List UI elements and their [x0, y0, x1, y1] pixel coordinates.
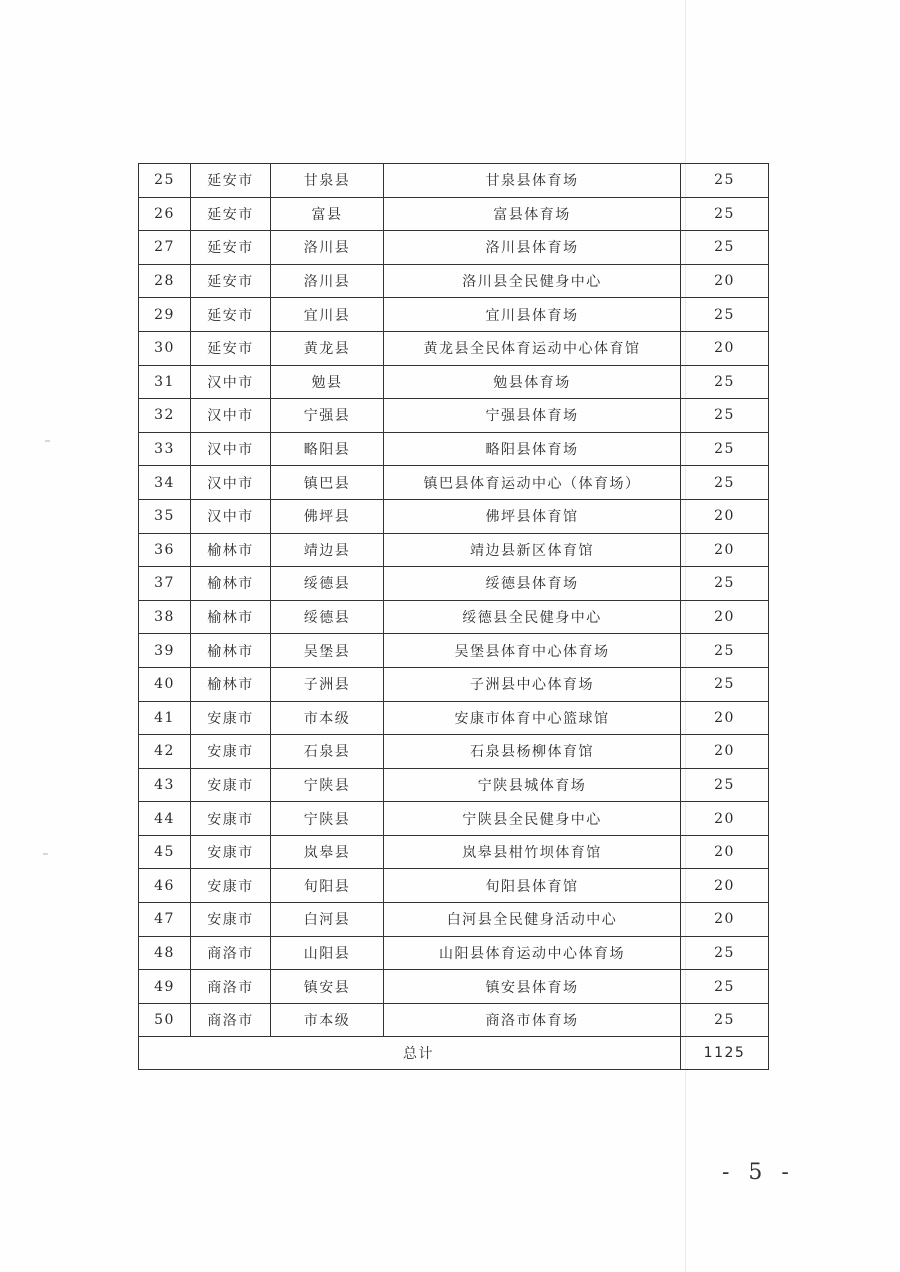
- table-row: [139, 567, 769, 601]
- cell-county: 市本级: [271, 701, 384, 735]
- cell-no: 36: [139, 533, 191, 567]
- table-row: [139, 600, 769, 634]
- cell-city: 榆林市: [191, 634, 271, 668]
- cell-seats: 20: [681, 264, 769, 298]
- cell-city: 延安市: [191, 298, 271, 332]
- cell-county: 吴堡县: [271, 634, 384, 668]
- cell-seats: 25: [681, 365, 769, 399]
- cell-city: 安康市: [191, 768, 271, 802]
- cell-no: 38: [139, 600, 191, 634]
- cell-no: 25: [139, 164, 191, 198]
- cell-seats: 20: [681, 701, 769, 735]
- cell-city: 榆林市: [191, 533, 271, 567]
- cell-city: 榆林市: [191, 600, 271, 634]
- cell-seats: 25: [681, 970, 769, 1004]
- total-label: 总计: [139, 1037, 681, 1070]
- cell-no: 49: [139, 970, 191, 1004]
- cell-city: 商洛市: [191, 936, 271, 970]
- cell-no: 48: [139, 936, 191, 970]
- table-row: [139, 466, 769, 500]
- table-row: [139, 701, 769, 735]
- table-row: [139, 298, 769, 332]
- cell-venue: 洛川县体育场: [384, 231, 681, 265]
- cell-county: 镇安县: [271, 970, 384, 1004]
- cell-county: 宁陕县: [271, 768, 384, 802]
- cell-venue: 佛坪县体育馆: [384, 499, 681, 533]
- total-value: 1125: [681, 1037, 769, 1070]
- cell-county: 市本级: [271, 1003, 384, 1037]
- cell-city: 安康市: [191, 802, 271, 836]
- cell-city: 汉中市: [191, 466, 271, 500]
- cell-county: 镇巴县: [271, 466, 384, 500]
- scan-speck: [45, 440, 50, 442]
- cell-seats: 25: [681, 634, 769, 668]
- cell-seats: 25: [681, 298, 769, 332]
- cell-no: 50: [139, 1003, 191, 1037]
- cell-no: 45: [139, 835, 191, 869]
- cell-seats: 25: [681, 197, 769, 231]
- cell-seats: 20: [681, 533, 769, 567]
- cell-seats: 25: [681, 1003, 769, 1037]
- cell-county: 宜川县: [271, 298, 384, 332]
- cell-seats: 20: [681, 903, 769, 937]
- cell-no: 32: [139, 399, 191, 433]
- cell-venue: 勉县体育场: [384, 365, 681, 399]
- scan-speck: [43, 853, 48, 855]
- cell-venue: 安康市体育中心篮球馆: [384, 701, 681, 735]
- cell-no: 27: [139, 231, 191, 265]
- cell-city: 汉中市: [191, 432, 271, 466]
- cell-city: 安康市: [191, 735, 271, 769]
- cell-city: 延安市: [191, 231, 271, 265]
- cell-seats: 25: [681, 567, 769, 601]
- cell-county: 山阳县: [271, 936, 384, 970]
- cell-venue: 旬阳县体育馆: [384, 869, 681, 903]
- cell-venue: 宜川县体育场: [384, 298, 681, 332]
- cell-venue: 洛川县全民健身中心: [384, 264, 681, 298]
- venue-table-body: [139, 164, 769, 1037]
- cell-city: 安康市: [191, 701, 271, 735]
- cell-county: 白河县: [271, 903, 384, 937]
- cell-seats: 25: [681, 164, 769, 198]
- table-row: [139, 499, 769, 533]
- cell-seats: 20: [681, 499, 769, 533]
- table-row: [139, 432, 769, 466]
- cell-county: 富县: [271, 197, 384, 231]
- cell-no: 41: [139, 701, 191, 735]
- table-row: [139, 533, 769, 567]
- cell-no: 46: [139, 869, 191, 903]
- cell-city: 延安市: [191, 264, 271, 298]
- cell-no: 37: [139, 567, 191, 601]
- cell-no: 30: [139, 331, 191, 365]
- table-row: [139, 1003, 769, 1037]
- cell-county: 宁陕县: [271, 802, 384, 836]
- cell-no: 31: [139, 365, 191, 399]
- cell-city: 榆林市: [191, 667, 271, 701]
- cell-venue: 黄龙县全民体育运动中心体育馆: [384, 331, 681, 365]
- cell-seats: 25: [681, 231, 769, 265]
- table-row: [139, 634, 769, 668]
- cell-venue: 宁陕县全民健身中心: [384, 802, 681, 836]
- cell-venue: 宁强县体育场: [384, 399, 681, 433]
- cell-venue: 甘泉县体育场: [384, 164, 681, 198]
- cell-county: 靖边县: [271, 533, 384, 567]
- cell-no: 35: [139, 499, 191, 533]
- cell-venue: 吴堡县体育中心体育场: [384, 634, 681, 668]
- cell-seats: 20: [681, 835, 769, 869]
- cell-venue: 商洛市体育场: [384, 1003, 681, 1037]
- cell-city: 延安市: [191, 197, 271, 231]
- cell-no: 33: [139, 432, 191, 466]
- table-row: [139, 667, 769, 701]
- cell-seats: 20: [681, 331, 769, 365]
- cell-seats: 25: [681, 399, 769, 433]
- cell-no: 47: [139, 903, 191, 937]
- cell-venue: 绥德县体育场: [384, 567, 681, 601]
- cell-seats: 25: [681, 768, 769, 802]
- cell-county: 子洲县: [271, 667, 384, 701]
- cell-venue: 靖边县新区体育馆: [384, 533, 681, 567]
- cell-city: 安康市: [191, 835, 271, 869]
- cell-county: 洛川县: [271, 264, 384, 298]
- cell-city: 商洛市: [191, 1003, 271, 1037]
- cell-venue: 岚皋县柑竹坝体育馆: [384, 835, 681, 869]
- cell-county: 佛坪县: [271, 499, 384, 533]
- cell-county: 岚皋县: [271, 835, 384, 869]
- cell-city: 汉中市: [191, 499, 271, 533]
- cell-city: 安康市: [191, 869, 271, 903]
- table-row: [139, 164, 769, 198]
- cell-no: 40: [139, 667, 191, 701]
- cell-venue: 略阳县体育场: [384, 432, 681, 466]
- cell-venue: 白河县全民健身活动中心: [384, 903, 681, 937]
- cell-venue: 宁陕县城体育场: [384, 768, 681, 802]
- cell-city: 安康市: [191, 903, 271, 937]
- cell-seats: 25: [681, 466, 769, 500]
- cell-no: 34: [139, 466, 191, 500]
- cell-venue: 镇巴县体育运动中心（体育场）: [384, 466, 681, 500]
- cell-seats: 25: [681, 936, 769, 970]
- cell-county: 宁强县: [271, 399, 384, 433]
- table-row: [139, 197, 769, 231]
- table-row: [139, 869, 769, 903]
- cell-no: 26: [139, 197, 191, 231]
- cell-seats: 25: [681, 667, 769, 701]
- cell-seats: 20: [681, 600, 769, 634]
- table-row: [139, 936, 769, 970]
- cell-county: 洛川县: [271, 231, 384, 265]
- cell-venue: 子洲县中心体育场: [384, 667, 681, 701]
- table-row: [139, 903, 769, 937]
- cell-seats: 20: [681, 869, 769, 903]
- cell-city: 汉中市: [191, 365, 271, 399]
- total-row: [139, 1037, 769, 1070]
- cell-no: 42: [139, 735, 191, 769]
- venue-table: [138, 163, 769, 1070]
- cell-city: 汉中市: [191, 399, 271, 433]
- cell-seats: 20: [681, 802, 769, 836]
- cell-county: 黄龙县: [271, 331, 384, 365]
- cell-venue: 富县体育场: [384, 197, 681, 231]
- cell-county: 勉县: [271, 365, 384, 399]
- cell-no: 29: [139, 298, 191, 332]
- cell-city: 延安市: [191, 164, 271, 198]
- cell-no: 43: [139, 768, 191, 802]
- cell-venue: 山阳县体育运动中心体育场: [384, 936, 681, 970]
- cell-seats: 25: [681, 432, 769, 466]
- cell-county: 略阳县: [271, 432, 384, 466]
- cell-county: 石泉县: [271, 735, 384, 769]
- cell-venue: 镇安县体育场: [384, 970, 681, 1004]
- cell-county: 旬阳县: [271, 869, 384, 903]
- cell-seats: 20: [681, 735, 769, 769]
- table-row: [139, 331, 769, 365]
- table-row: [139, 768, 769, 802]
- cell-city: 延安市: [191, 331, 271, 365]
- cell-city: 商洛市: [191, 970, 271, 1004]
- table-row: [139, 399, 769, 433]
- table-row: [139, 231, 769, 265]
- cell-no: 28: [139, 264, 191, 298]
- table-row: [139, 970, 769, 1004]
- table-row: [139, 835, 769, 869]
- page-number: - 5 -: [722, 1160, 795, 1185]
- cell-county: 绥德县: [271, 600, 384, 634]
- cell-no: 44: [139, 802, 191, 836]
- cell-county: 绥德县: [271, 567, 384, 601]
- cell-venue: 绥德县全民健身中心: [384, 600, 681, 634]
- cell-county: 甘泉县: [271, 164, 384, 198]
- table-row: [139, 735, 769, 769]
- cell-city: 榆林市: [191, 567, 271, 601]
- table-row: [139, 802, 769, 836]
- cell-venue: 石泉县杨柳体育馆: [384, 735, 681, 769]
- table-row: [139, 365, 769, 399]
- table-row: [139, 264, 769, 298]
- cell-no: 39: [139, 634, 191, 668]
